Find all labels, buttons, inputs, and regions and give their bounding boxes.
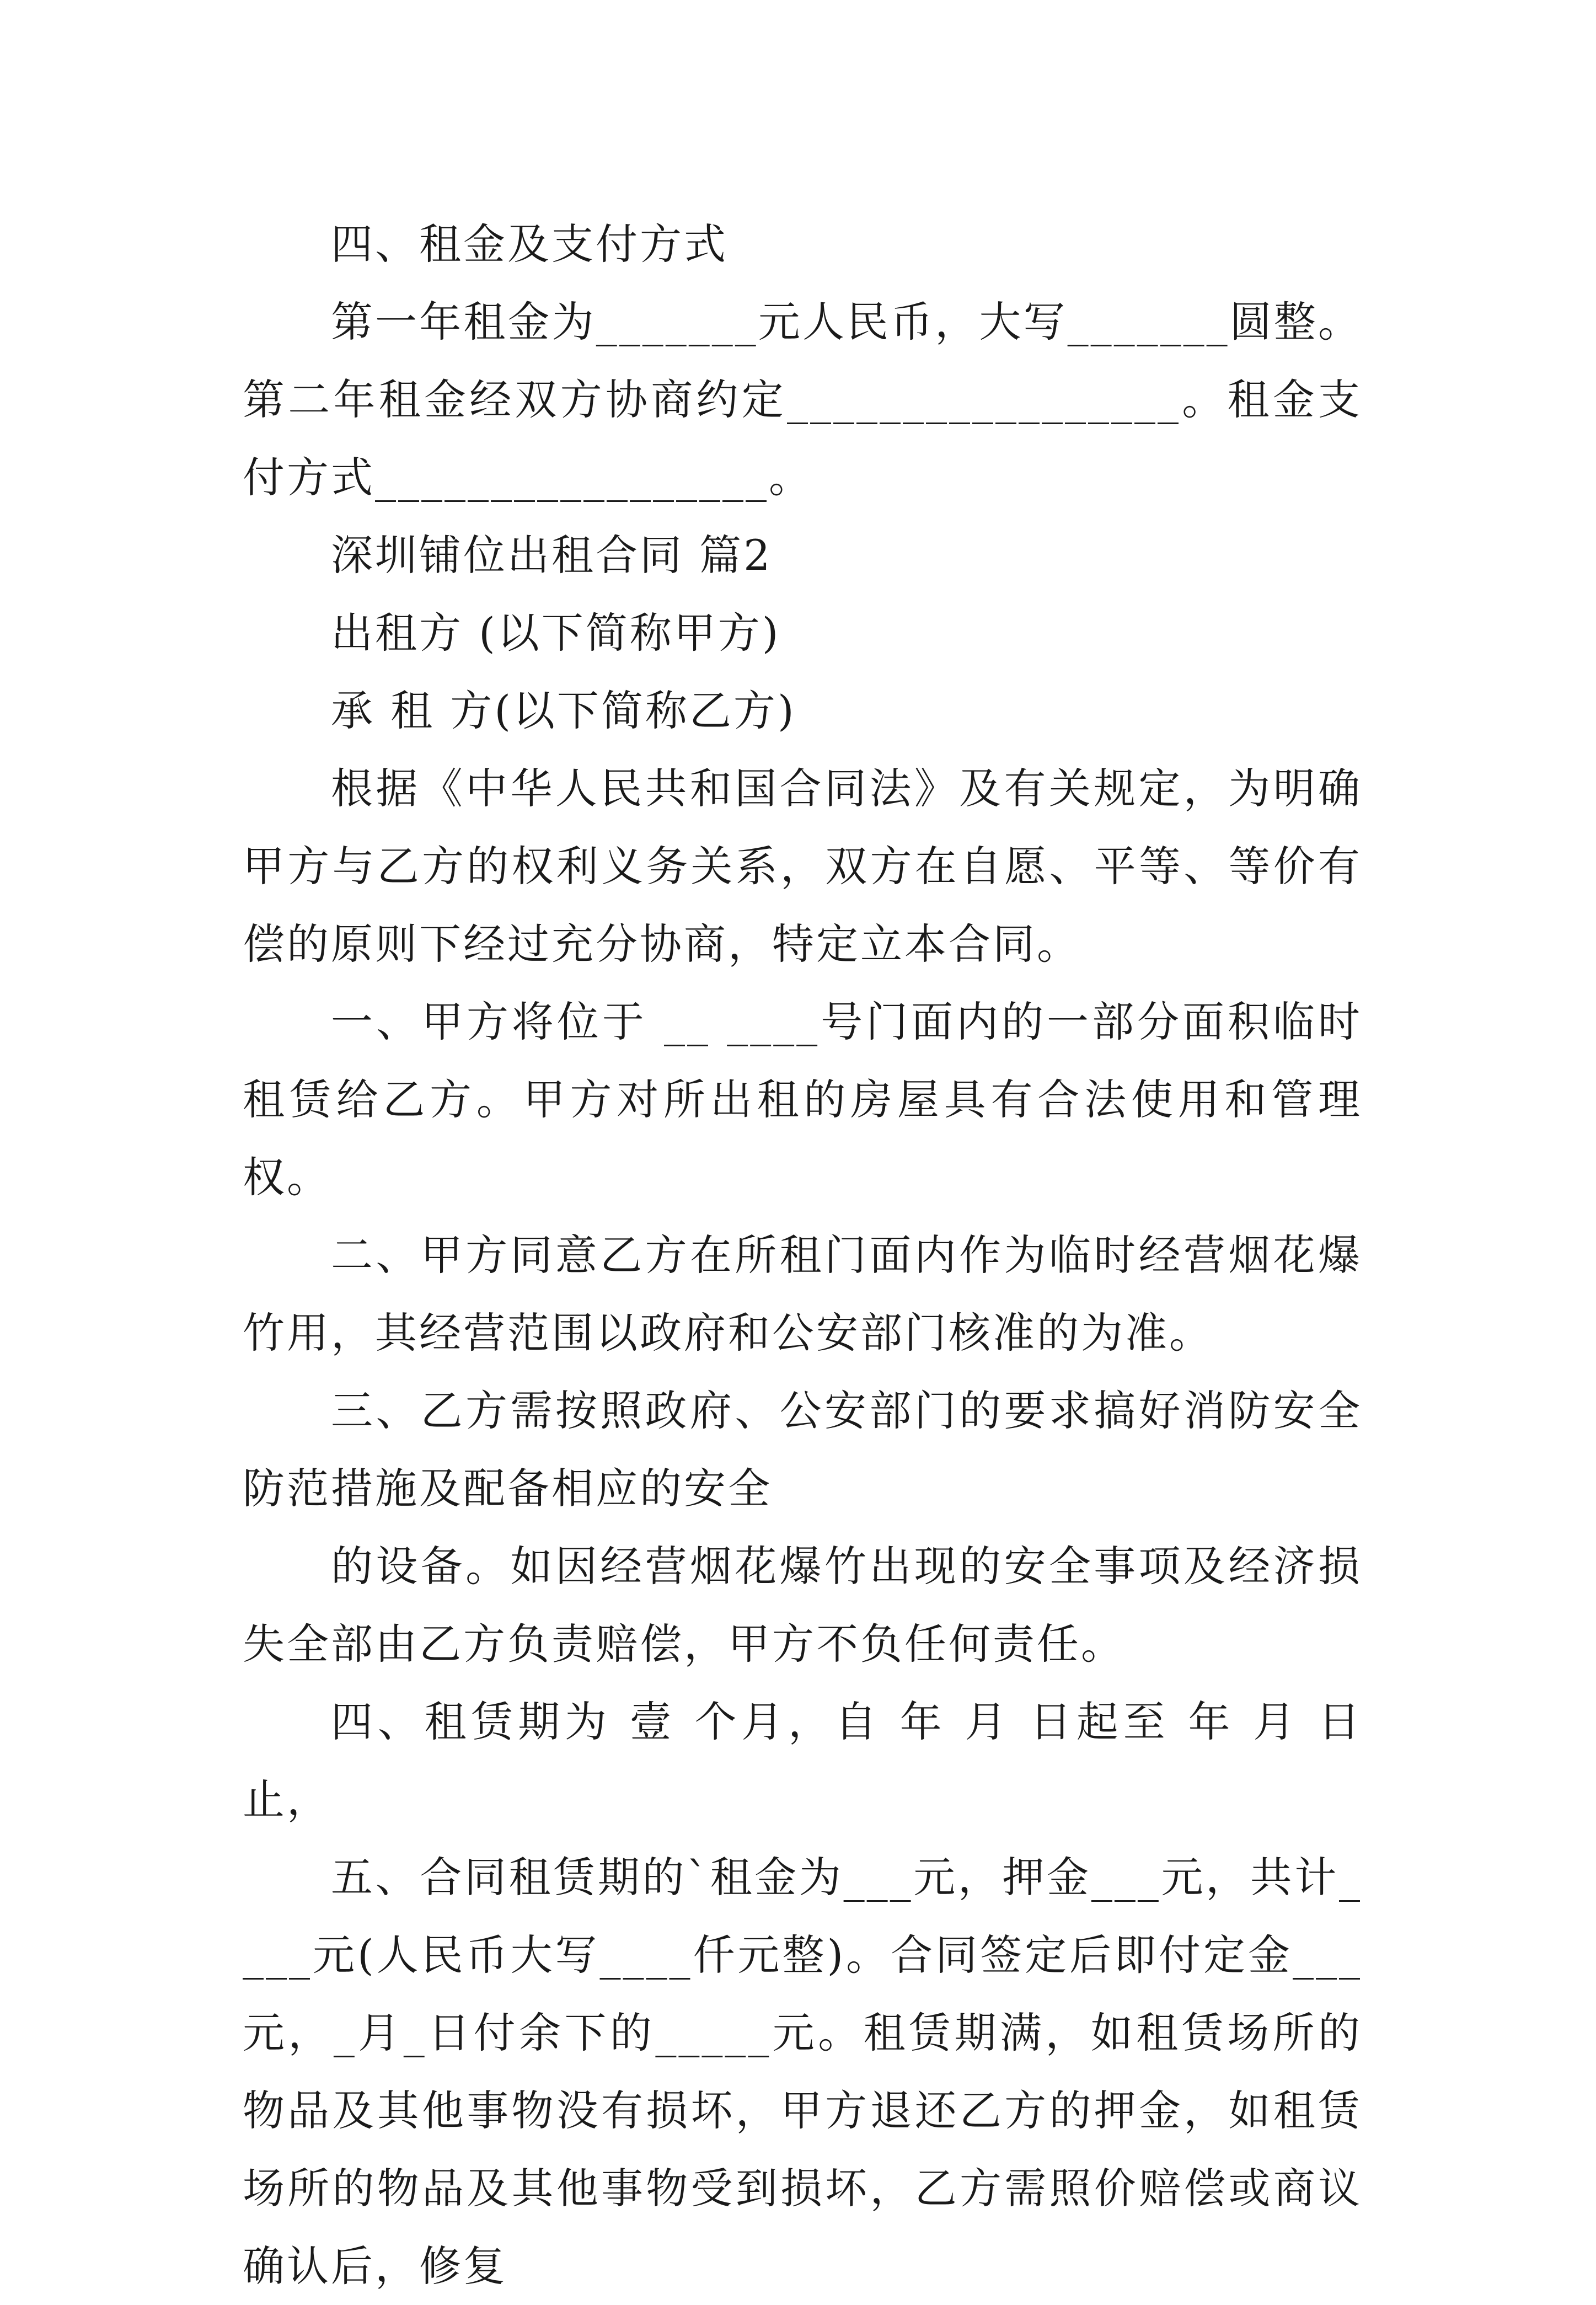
lessee-line: 承 租 方(以下简称乙方) [331, 686, 796, 735]
lessor-line: 出租方 (以下简称甲方) [331, 608, 781, 657]
clause-2: 二、甲方同意乙方在所租门面内作为临时经营烟花爆竹用，其经营范围以政府和公安部门核准的为准。 [243, 1231, 1362, 1357]
clause-4: 四、租赁期为 壹 个月，自 年 月 日起至 年 月 日止， [243, 1697, 1362, 1824]
section-heading-rent-payment: 四、租金及支付方式 [331, 220, 728, 269]
clause-3-continued: 的设备。如因经营烟花爆竹出现的安全事项及经济损失全部由乙方负责赔偿，甲方不负任何责任。 [243, 1542, 1362, 1668]
contract-title-part-2: 深圳铺位出租合同 篇2 [331, 531, 773, 580]
clause-5: 五、合同租赁期的`租金为___元，押金___元，共计____元(人民币大写____仟元整)。合同签定后即付定金___元，_月_日付余下的_____元。租赁期满，如租赁场所的物品及其他事物没有损坏，甲方退还乙方的押金，如租赁场所的物品及其他事物受到损坏，乙方需照价赔偿或商议确认后，修复 [243, 1853, 1362, 2291]
paragraph-preamble: 根据《中华人民共和国合同法》及有关规定，为明确甲方与乙方的权利义务关系，双方在自愿、平等、等价有偿的原则下经过充分协商，特定立本合同。 [243, 764, 1362, 969]
document-body [243, 205, 1362, 2305]
clause-1: 一、甲方将位于 __ ____号门面内的一部分面积临时租赁给乙方。甲方对所出租的房屋具有合法使用和管理权。 [243, 997, 1362, 1202]
paragraph-rent-amount: 第一年租金为_______元人民币，大写_______圆整。第二年租金经双方协商约定_________________。租金支付方式_________________。 [243, 297, 1362, 502]
clause-3: 三、乙方需按照政府、公安部门的要求搞好消防安全防范措施及配备相应的安全 [243, 1386, 1362, 1513]
